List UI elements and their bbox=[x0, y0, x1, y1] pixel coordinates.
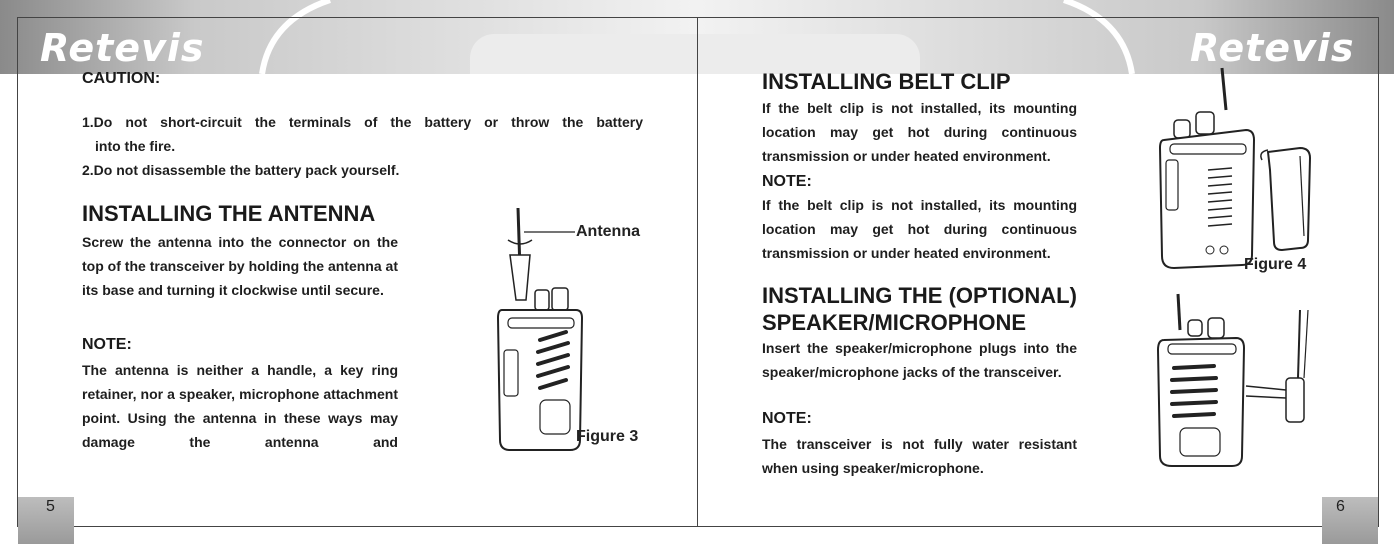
antenna-label: Antenna bbox=[576, 223, 640, 240]
figure-4-caption: Figure 4 bbox=[1244, 256, 1307, 273]
page-number-left: 5 bbox=[46, 498, 55, 515]
brand-logo-left: Retevis bbox=[40, 26, 205, 70]
note-body: The antenna is neither a handle, a key ring retainer, nor a speaker, microphone attachment point. Using the antenna in these ways may damage the antenna and bbox=[82, 362, 398, 450]
caution-heading: CAUTION: bbox=[82, 70, 161, 87]
page-tab-right bbox=[1322, 497, 1378, 544]
antenna-heading: INSTALLING THE ANTENNA bbox=[82, 201, 376, 226]
belt-clip-body: If the belt clip is not installed, its mounting location may get hot during continuous transmission or under heated environment. bbox=[762, 100, 1077, 164]
brand-logo-right: Retevis bbox=[1190, 26, 1355, 70]
speaker-mic-illustration bbox=[1150, 290, 1350, 470]
page-divider bbox=[697, 17, 698, 527]
antenna-body: Screw the antenna into the connector on the top of the transceiver by holding the antenna at its base and turning it clockwise until secure. bbox=[82, 234, 398, 298]
belt-clip-note-heading: NOTE: bbox=[762, 173, 812, 190]
belt-clip-note-body: If the belt clip is not installed, its mounting location may get hot during continuous transmission or under heated environment. bbox=[762, 197, 1077, 261]
belt-clip-heading: INSTALLING BELT CLIP bbox=[762, 69, 1011, 94]
speaker-body: Insert the speaker/microphone plugs into the speaker/microphone jacks of the transceiver. bbox=[762, 340, 1077, 380]
figure-4-belt-clip-illustration bbox=[1150, 60, 1350, 270]
caution-item-1: 1.Do not short-circuit the terminals of the battery or throw the battery bbox=[82, 114, 643, 130]
speaker-heading-line-1: INSTALLING THE (OPTIONAL) bbox=[762, 283, 1077, 308]
note-heading: NOTE: bbox=[82, 336, 132, 353]
page-number-right: 6 bbox=[1336, 498, 1345, 515]
caution-item-1-cont: into the fire. bbox=[95, 138, 176, 154]
speaker-note-body: The transceiver is not fully water resistant when using speaker/microphone. bbox=[762, 436, 1077, 476]
speaker-heading-line-2: SPEAKER/MICROPHONE bbox=[762, 310, 1027, 335]
speaker-note-heading: NOTE: bbox=[762, 410, 812, 427]
figure-3-caption: Figure 3 bbox=[576, 428, 639, 445]
caution-item-2: 2.Do not disassemble the battery pack yourself. bbox=[82, 162, 400, 178]
